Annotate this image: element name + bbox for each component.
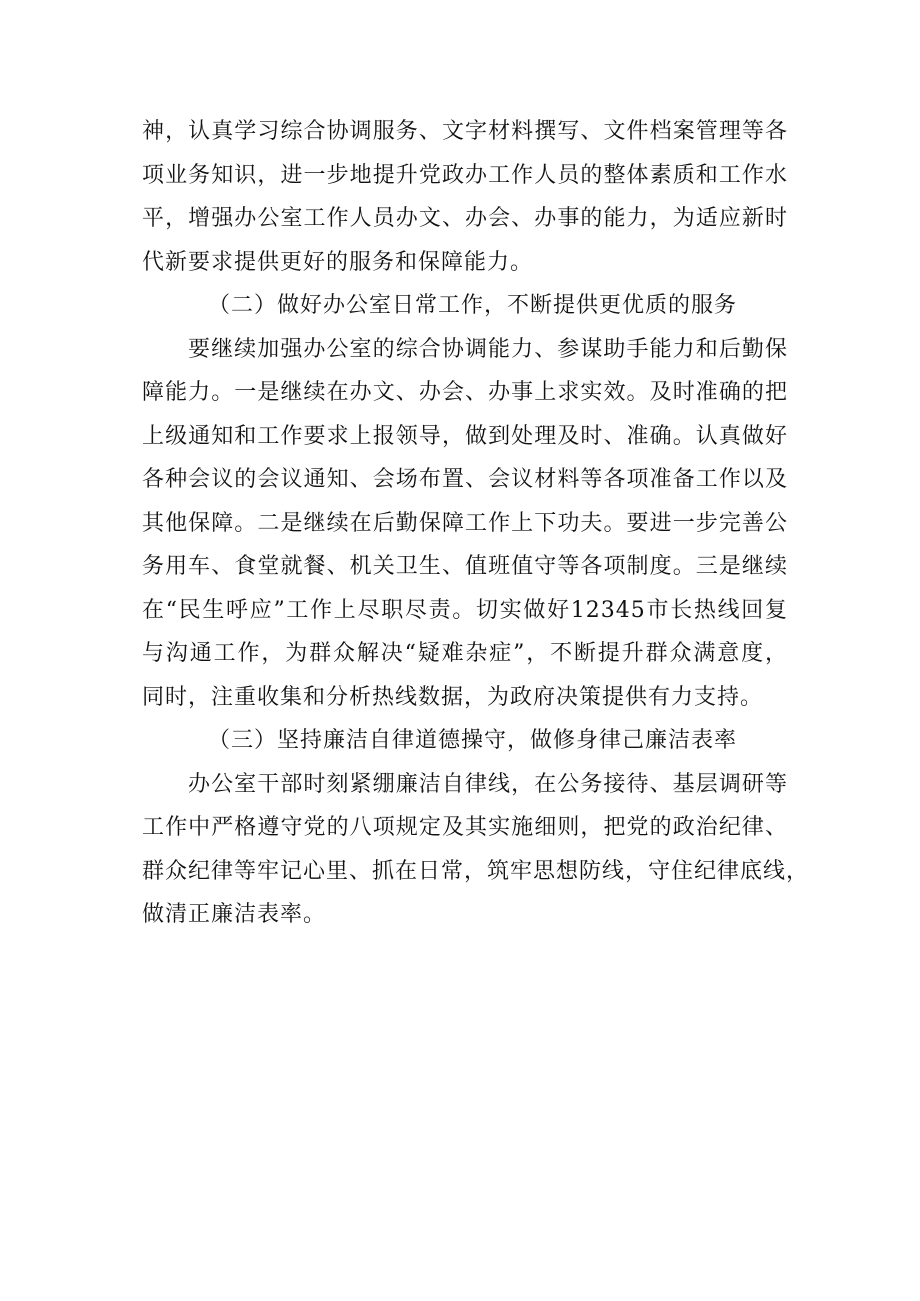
- paragraph-line: 上级通知和工作要求上报领导，做到处理及时、准确。认真做好: [142, 423, 788, 449]
- document-body: [142, 110, 810, 937]
- paragraph-line: 神，认真学习综合协调服务、文字材料撰写、文件档案管理等各: [142, 119, 788, 144]
- paragraph-line: 办公室干部时刻紧绷廉洁自律线，在公务接待、基层调研等: [188, 771, 788, 797]
- section-3-paragraph: [142, 763, 810, 937]
- paragraph-line: 在“民生呼应”工作上尽职尽责。切实做好12345市长热线回复: [142, 597, 788, 623]
- paragraph-line: 其他保障。二是继续在后勤保障工作上下功夫。要进一步完善公: [142, 510, 788, 536]
- paragraph-line: 要继续加强办公室的综合协调能力、参谋助手能力和后勤保: [188, 336, 788, 362]
- paragraph-line: 代新要求提供更好的服务和保障能力。: [142, 249, 534, 275]
- paragraph-line: 同时，注重收集和分析热线数据，为政府决策提供有力支持。: [142, 684, 764, 710]
- section-heading-3: （三）坚持廉洁自律道德操守，做修身律己廉洁表率: [208, 728, 738, 753]
- paragraph-line: 障能力。一是继续在办文、办会、办事上求实效。及时准确的把: [142, 380, 788, 405]
- paragraph-line: 各种会议的会议通知、会场布置、会议材料等各项准备工作以及: [142, 467, 788, 492]
- paragraph-line: 平，增强办公室工作人员办文、办会、办事的能力，为适应新时: [142, 206, 788, 231]
- section-2-paragraph: [142, 328, 788, 720]
- section-heading-2: （二）做好办公室日常工作，不断提供更优质的服务: [208, 293, 738, 318]
- paragraph-line: 做清正廉洁表率。: [142, 902, 327, 927]
- paragraph-line: 与沟通工作，为群众解决“疑难杂症”，不断提升群众满意度，: [142, 641, 788, 666]
- paragraph-line: 群众纪律等牢记心里、抓在日常，筑牢思想防线，守住纪律底线，: [142, 858, 810, 884]
- paragraph-line: 工作中严格遵守党的八项规定及其实施细则，把党的政治纪律、: [142, 815, 788, 840]
- continuation-paragraph: [142, 110, 788, 284]
- paragraph-line: 项业务知识，进一步地提升党政办工作人员的整体素质和工作水: [142, 162, 788, 188]
- paragraph-line: 务用车、食堂就餐、机关卫生、值班值守等各项制度。三是继续: [142, 554, 788, 579]
